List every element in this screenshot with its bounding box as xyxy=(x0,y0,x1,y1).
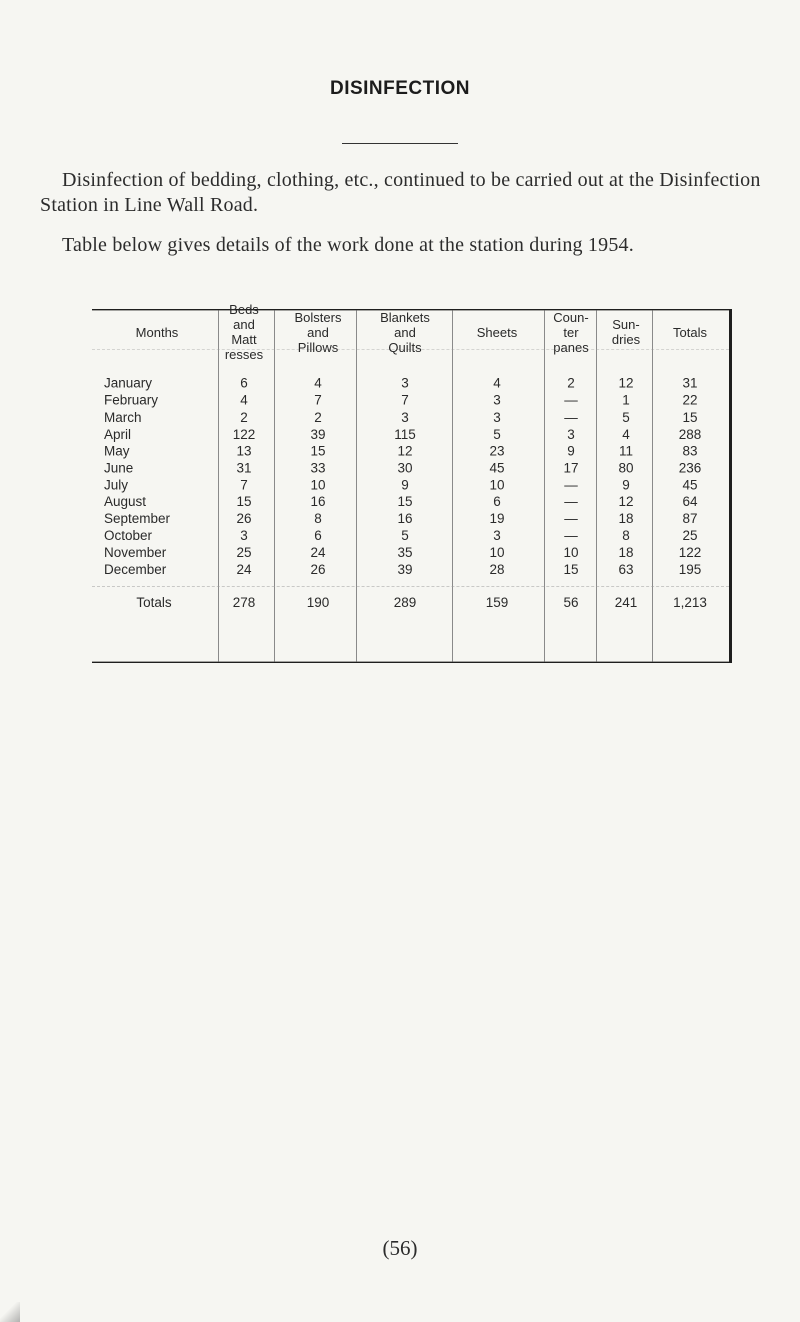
blankets-cell: 3 xyxy=(401,375,409,391)
total-cell: 15 xyxy=(682,409,698,425)
bolsters-cell: 15 xyxy=(310,443,326,459)
sundries-cell: 80 xyxy=(618,460,634,476)
beds-cell: 4 xyxy=(240,392,248,408)
disinfection-table xyxy=(92,302,732,663)
beds-cell: 7 xyxy=(240,477,248,493)
sundries-cell: 63 xyxy=(618,561,634,577)
table-row xyxy=(92,528,729,544)
sheets-cell: 10 xyxy=(489,477,505,493)
bolsters-cell: 4 xyxy=(314,375,322,391)
beds-total-cell: 278 xyxy=(232,595,256,611)
blankets-cell: 35 xyxy=(397,544,413,560)
bolsters-cell: 7 xyxy=(314,392,322,408)
page-title: DISINFECTION xyxy=(329,78,471,99)
sundries-cell: 11 xyxy=(618,443,633,459)
total-cell: 288 xyxy=(678,426,702,442)
table-row xyxy=(92,392,729,408)
month-cell: June xyxy=(104,460,134,476)
sheets-cell: 5 xyxy=(493,426,501,442)
beds-cell: 15 xyxy=(236,494,252,510)
total-cell: 83 xyxy=(682,443,698,459)
page-number: (56) xyxy=(382,1236,418,1260)
month-cell: August xyxy=(104,494,147,510)
bolsters-total-cell: 190 xyxy=(306,595,330,611)
bolsters-cell: 24 xyxy=(310,544,326,560)
bolsters-cell: 16 xyxy=(310,494,326,510)
bolsters-cell: 33 xyxy=(310,460,326,476)
month-cell: February xyxy=(104,392,159,408)
counterpanes-total-cell: 56 xyxy=(563,595,579,611)
beds-cell: 13 xyxy=(236,443,252,459)
counterpanes-cell: 2 xyxy=(567,375,575,391)
scan-corner-shadow xyxy=(0,1302,20,1322)
table-row xyxy=(92,443,729,459)
total-cell: 236 xyxy=(678,460,702,476)
table-bottom-border xyxy=(92,662,732,663)
beds-cell: 24 xyxy=(236,561,252,577)
blankets-cell: 7 xyxy=(401,392,409,408)
sheets-cell: 6 xyxy=(493,494,501,510)
blankets-cell: 3 xyxy=(401,409,409,425)
sundries-cell: 4 xyxy=(622,426,630,442)
bolsters-cell: 6 xyxy=(314,528,322,544)
blankets-cell: 5 xyxy=(401,528,409,544)
sheets-cell: 23 xyxy=(489,443,505,459)
total-cell: 22 xyxy=(682,392,698,408)
sundries-cell: 18 xyxy=(618,511,634,527)
table-row xyxy=(92,544,729,560)
sheets-cell: 3 xyxy=(493,409,501,425)
sundries-cell: 18 xyxy=(618,544,634,560)
blankets-cell: 39 xyxy=(397,561,413,577)
sheets-cell: 3 xyxy=(493,392,501,408)
bolsters-cell: 2 xyxy=(314,409,322,425)
beds-cell: 31 xyxy=(236,460,252,476)
month-cell: May xyxy=(104,443,130,459)
sundries-cell: 12 xyxy=(618,494,634,510)
intro-paragraph: Disinfection of bedding, clothing, etc., continued to be carried out at the Disinfection Station in Line Wall Road. xyxy=(40,169,761,216)
counterpanes-cell: 10 xyxy=(563,544,579,560)
bolsters-cell: 8 xyxy=(314,511,322,527)
header-sundries: Sun- dries xyxy=(611,317,641,348)
total-cell: 45 xyxy=(682,477,698,493)
blankets-cell: 115 xyxy=(394,426,416,442)
month-cell: January xyxy=(104,375,153,391)
table-row xyxy=(92,561,729,577)
counterpanes-cell: 9 xyxy=(567,443,575,459)
month-cell: March xyxy=(104,409,142,425)
header-sheets: Sheets xyxy=(476,324,518,340)
header-beds-mattresses: Beds and Matt resses xyxy=(224,302,264,363)
month-cell: July xyxy=(104,477,129,493)
sheets-cell: 45 xyxy=(489,460,505,476)
month-cell: November xyxy=(104,544,167,560)
sheets-cell: 19 xyxy=(489,511,505,527)
beds-cell: 26 xyxy=(236,511,252,527)
sundries-cell: 12 xyxy=(618,375,634,391)
beds-cell: 6 xyxy=(240,375,248,391)
total-cell: 87 xyxy=(682,511,698,527)
sundries-total-cell: 241 xyxy=(614,595,638,611)
bolsters-cell: 39 xyxy=(310,426,326,442)
header-counterpanes: Coun- ter panes xyxy=(553,309,589,355)
blankets-cell: 15 xyxy=(397,494,413,510)
sheets-total-cell: 159 xyxy=(485,595,509,611)
counterpanes-cell: — xyxy=(564,477,578,493)
total-cell: 195 xyxy=(678,561,702,577)
counterpanes-cell: — xyxy=(564,392,578,408)
total-cell: 122 xyxy=(678,544,702,560)
beds-cell: 3 xyxy=(240,528,248,544)
counterpanes-cell: 17 xyxy=(563,460,579,476)
table-row xyxy=(92,511,729,527)
table-right-border xyxy=(729,309,732,663)
total-cell: 31 xyxy=(682,375,698,391)
counterpanes-cell: — xyxy=(564,409,578,425)
counterpanes-cell: 15 xyxy=(563,561,579,577)
total-cell: 25 xyxy=(682,528,698,544)
blankets-total-cell: 289 xyxy=(393,595,417,611)
blankets-cell: 30 xyxy=(397,460,413,476)
title-underline xyxy=(342,143,458,144)
table-row xyxy=(92,477,729,493)
sundries-cell: 8 xyxy=(622,528,630,544)
sheets-cell: 10 xyxy=(489,544,505,560)
bolsters-cell: 26 xyxy=(310,561,326,577)
table-intro-paragraph: Table below gives details of the work done at the station during 1954. xyxy=(62,234,634,256)
bolsters-cell: 10 xyxy=(310,477,326,493)
header-months: Months xyxy=(135,324,179,340)
table-row xyxy=(92,375,729,391)
sheets-cell: 28 xyxy=(489,561,505,577)
blankets-cell: 9 xyxy=(401,477,409,493)
table-row xyxy=(92,409,729,425)
header-blankets-quilts: Blankets and Quilts xyxy=(380,309,430,355)
sheets-cell: 3 xyxy=(493,528,501,544)
totals-label: Totals xyxy=(136,595,172,611)
table-anchor xyxy=(92,309,732,310)
sundries-cell: 1 xyxy=(622,392,630,408)
table-row xyxy=(92,426,729,442)
header-bolsters-pillows: Bolsters and Pillows xyxy=(294,309,342,355)
header-totals: Totals xyxy=(673,324,707,340)
sheets-cell: 4 xyxy=(493,375,501,391)
counterpanes-cell: 3 xyxy=(567,426,575,442)
beds-cell: 122 xyxy=(232,426,256,442)
beds-cell: 25 xyxy=(236,544,252,560)
sundries-cell: 9 xyxy=(622,477,630,493)
beds-cell: 2 xyxy=(240,409,248,425)
month-cell: October xyxy=(104,528,153,544)
sundries-cell: 5 xyxy=(622,409,630,425)
counterpanes-cell: — xyxy=(564,528,578,544)
total-cell: 64 xyxy=(682,494,698,510)
month-cell: September xyxy=(104,511,171,527)
totals-row xyxy=(92,595,729,611)
blankets-cell: 12 xyxy=(397,443,413,459)
counterpanes-cell: — xyxy=(564,494,578,510)
table-row xyxy=(92,494,729,510)
blankets-cell: 16 xyxy=(397,511,413,527)
month-cell: December xyxy=(104,561,167,577)
month-cell: April xyxy=(104,426,132,442)
counterpanes-cell: — xyxy=(564,511,578,527)
table-row xyxy=(92,460,729,476)
total-total-cell: 1,213 xyxy=(673,595,707,611)
